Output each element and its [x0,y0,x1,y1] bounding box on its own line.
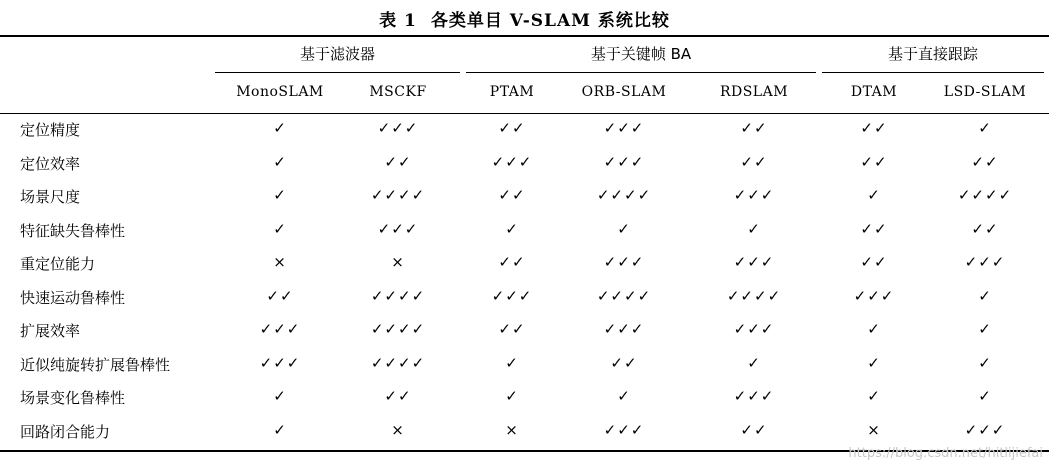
table-cell: ✓✓ [498,119,526,137]
table-cell: ✓✓✓ [259,320,301,338]
table-cell: ✓✓ [971,152,999,171]
row-label: 近似纯旋转扩展鲁棒性 [20,355,171,374]
table-cell: ✓✓✓ [603,119,645,137]
table-cell: ✓✓✓ [733,186,775,204]
table-cell: ✓✓✓✓ [370,186,426,204]
row-label: 扩展效率 [20,322,81,340]
table-cell: ✓ [747,219,761,238]
table-cell: ✓✓✓ [377,219,419,238]
table-cell: ✓ [273,152,287,171]
table-cell: ✓ [273,186,287,204]
caption-title: 各类单目 V-SLAM 系统比较 [430,11,670,31]
table-cell: × [391,420,405,439]
group-rule-direct-tracking [822,72,1044,73]
table-cell: ✓✓ [384,152,412,171]
top-rule [0,35,1049,37]
table-cell: ✓✓✓ [603,253,645,271]
table-cell: ✓✓✓ [853,286,895,305]
table-cell: ✓✓✓ [733,387,775,405]
table-cell: ✓✓✓✓ [726,286,782,305]
group-header-filter: 基于滤波器 [299,45,375,63]
table-cell: ✓✓✓ [964,253,1006,271]
row-label: 重定位能力 [20,255,96,273]
table-cell: ✓✓ [860,253,888,271]
table-cell: ✓ [978,119,992,137]
table-cell: ✓✓✓✓ [370,320,426,338]
table-cell: ✓✓✓ [733,320,775,338]
table-cell: ✓ [505,219,519,238]
table-cell: ✓✓ [266,286,294,305]
table-cell: ✓✓✓✓ [957,186,1013,204]
table-cell: ✓✓✓ [603,320,645,338]
table-cell: ✓✓✓✓ [596,186,652,204]
table-cell: ✓✓✓ [491,286,533,305]
table-cell: ✓✓ [740,152,768,171]
table-cell: ✓✓ [384,387,412,405]
caption-number: 表 1 [379,11,417,31]
group-header-direct-tracking: 基于直接跟踪 [887,45,978,63]
row-label: 场景尺度 [20,188,81,206]
table-cell: ✓✓✓ [377,119,419,137]
table-cell: ✓✓ [498,320,526,338]
column-header-rdslam: RDSLAM [719,84,789,100]
table-cell: ✓ [617,387,631,405]
table-cell: × [391,253,405,271]
row-label: 定位效率 [20,154,81,173]
table-cell: ✓ [505,353,519,372]
row-label: 特征缺失鲁棒性 [20,221,126,240]
column-header-orb-slam: ORB-SLAM [581,84,667,100]
table-cell: ✓✓✓✓ [370,353,426,372]
group-rule-filter [215,72,460,73]
header-rule [0,113,1049,114]
table-cell: ✓ [617,219,631,238]
table-cell: ✓✓✓ [491,152,533,171]
table-cell: ✓ [867,353,881,372]
table-cell: ✓✓ [740,119,768,137]
table-cell: ✓ [747,353,761,372]
table-cell: ✓✓ [860,152,888,171]
table-cell: ✓✓ [860,119,888,137]
table-cell: ✓✓ [971,219,999,238]
table-cell: ✓ [273,119,287,137]
table-cell: ✓✓ [498,253,526,271]
column-header-msckf: MSCKF [369,84,427,100]
table-cell: ✓✓ [498,186,526,204]
table-cell: ✓✓✓ [603,420,645,439]
table-cell: × [273,253,287,271]
table-cell: ✓ [505,387,519,405]
column-header-lsd-slam: LSD-SLAM [943,84,1027,100]
table-cell: ✓✓✓✓ [370,286,426,305]
group-rule-keyframe-ba [466,72,816,73]
table-cell: ✓ [978,320,992,338]
table-cell: ✓ [273,219,287,238]
table-cell: ✓ [273,420,287,439]
table-caption [0,6,1049,31]
row-label: 场景变化鲁棒性 [20,389,126,407]
table-cell: × [505,420,519,439]
table-cell: ✓ [978,353,992,372]
table-cell: ✓✓ [610,353,638,372]
column-header-ptam: PTAM [489,84,535,100]
row-label: 定位精度 [20,121,81,139]
table-cell: ✓ [867,387,881,405]
table-cell: ✓✓ [860,219,888,238]
column-header-dtam: DTAM [850,84,898,100]
table-cell: × [867,420,881,439]
table-cell: ✓✓✓ [733,253,775,271]
watermark: https://blog.csdn.net/hitlijiefai [848,446,1043,461]
table-cell: ✓✓ [740,420,768,439]
column-header-monoslam: MonoSLAM [236,84,324,100]
table-cell: ✓✓✓ [964,420,1006,439]
table-cell: ✓ [978,387,992,405]
table-cell: ✓✓✓ [259,353,301,372]
row-label: 回路闭合能力 [20,422,111,441]
table-cell: ✓ [867,320,881,338]
table-cell: ✓✓✓✓ [596,286,652,305]
row-label: 快速运动鲁棒性 [20,288,126,307]
table-cell: ✓ [867,186,881,204]
table-cell: ✓ [978,286,992,305]
group-header-keyframe-ba: 基于关键帧 BA [590,45,692,63]
table-cell: ✓✓✓ [603,152,645,171]
table-cell: ✓ [273,387,287,405]
